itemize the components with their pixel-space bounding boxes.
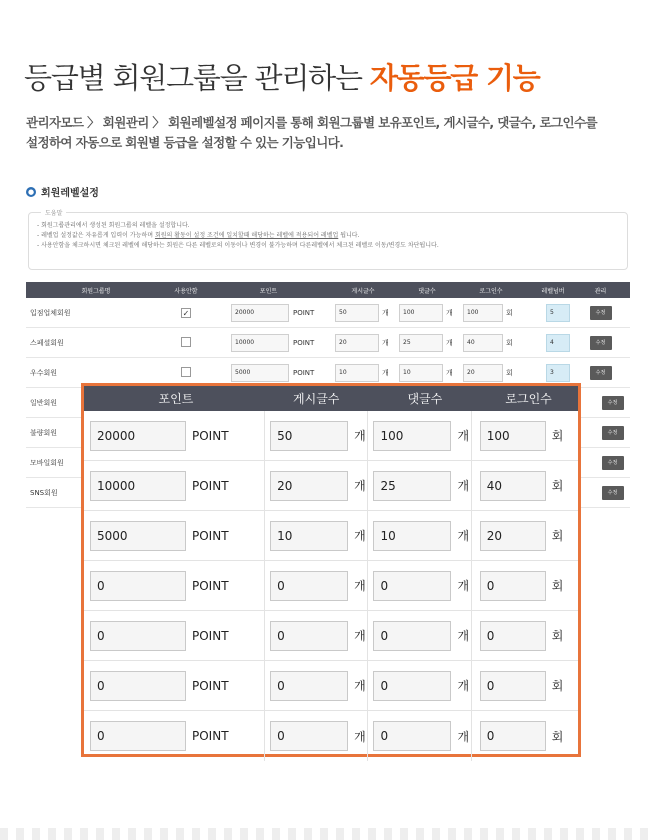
zoom-logins-input[interactable]: 40 bbox=[480, 471, 546, 501]
count-unit: 개 bbox=[354, 529, 366, 543]
zoom-comments-input[interactable]: 0 bbox=[373, 671, 451, 701]
count-unit: 개 bbox=[446, 368, 453, 377]
group-name: 입점업체회원 bbox=[30, 308, 71, 317]
count-unit: 개 bbox=[457, 579, 470, 593]
count-unit: 개 bbox=[382, 368, 389, 377]
login-unit: 회 bbox=[551, 729, 564, 744]
edit-button[interactable]: 수정 bbox=[602, 486, 624, 500]
zoom-col-point: 포인트 bbox=[158, 392, 194, 406]
zoom-posts-input[interactable]: 0 bbox=[270, 571, 348, 601]
edit-button[interactable]: 수정 bbox=[602, 396, 624, 410]
zoom-col-logins: 로그인수 bbox=[505, 392, 552, 406]
page-title bbox=[24, 56, 644, 97]
description-line-1: 관리자모드 〉 회원관리 〉 회원레벨설정 페이지를 통해 회원그룹별 보유포인트, 게시글수, 댓글수, 로그인수를 bbox=[26, 115, 597, 130]
zoom-header bbox=[84, 386, 578, 411]
page-title-highlight: 자동등급 기능 bbox=[369, 61, 540, 95]
page-title-normal: 등급별 회원그룹을 관리하는 bbox=[24, 61, 370, 95]
comments-input[interactable]: 10 bbox=[399, 364, 443, 382]
point-unit: POINT bbox=[192, 729, 229, 743]
help-line-2 bbox=[37, 231, 619, 241]
zoom-point-input[interactable]: 5000 bbox=[90, 521, 186, 551]
zoom-row bbox=[84, 461, 578, 511]
logins-input[interactable]: 20 bbox=[463, 364, 503, 382]
zoom-posts-input[interactable]: 50 bbox=[270, 421, 348, 451]
edit-button[interactable]: 수정 bbox=[590, 336, 612, 350]
help-line-2-c: 됩니다. bbox=[338, 232, 360, 239]
zoom-comments-input[interactable]: 10 bbox=[373, 521, 451, 551]
zoom-posts-input[interactable]: 0 bbox=[270, 671, 348, 701]
page-description bbox=[26, 113, 636, 153]
count-unit: 개 bbox=[457, 679, 470, 693]
point-unit: POINT bbox=[192, 428, 229, 443]
help-line-1: - 회원그룹관리에서 생성된 회원그룹의 레벨을 설정합니다. bbox=[37, 222, 190, 229]
col-logins: 로그인수 bbox=[479, 287, 503, 295]
point-unit: POINT bbox=[293, 338, 315, 347]
zoom-col-comments: 댓글수 bbox=[407, 392, 443, 406]
help-line-2-b: 회원의 활동이 설정 조건에 일치할때 해당하는 레벨에 적용되어 레벨업 bbox=[154, 232, 339, 239]
count-unit: 개 bbox=[457, 729, 470, 744]
zoom-row bbox=[84, 711, 578, 761]
login-unit: 회 bbox=[551, 429, 564, 443]
zoom-posts-input[interactable]: 10 bbox=[270, 521, 348, 551]
col-disable: 사용안함 bbox=[174, 287, 198, 295]
zoomed-settings-panel bbox=[81, 383, 581, 757]
count-unit: 개 bbox=[382, 308, 389, 317]
zoom-comments-input[interactable]: 100 bbox=[373, 421, 451, 451]
zoom-row bbox=[84, 411, 578, 461]
edit-button[interactable]: 수정 bbox=[590, 366, 612, 380]
col-group-name: 회원그룹명 bbox=[81, 287, 111, 295]
login-unit: 회 bbox=[506, 338, 513, 347]
zoom-posts-input[interactable]: 0 bbox=[270, 621, 348, 651]
login-unit: 회 bbox=[551, 529, 564, 543]
posts-input[interactable]: 20 bbox=[335, 334, 379, 352]
group-name: SNS회원 bbox=[30, 488, 58, 497]
count-unit: 개 bbox=[446, 308, 453, 317]
login-unit: 회 bbox=[506, 308, 513, 317]
count-unit: 개 bbox=[457, 629, 470, 643]
section-title bbox=[26, 184, 99, 199]
point-unit: POINT bbox=[293, 368, 315, 377]
point-unit: POINT bbox=[293, 308, 315, 317]
point-input[interactable]: 10000 bbox=[231, 334, 289, 352]
count-unit: 개 bbox=[354, 579, 366, 593]
zoom-logins-input[interactable]: 0 bbox=[480, 721, 546, 751]
point-input[interactable]: 20000 bbox=[231, 304, 289, 322]
count-unit: 개 bbox=[382, 338, 389, 347]
torn-edge-decoration bbox=[0, 828, 650, 840]
group-name: 불량회원 bbox=[30, 428, 58, 437]
zoom-point-input[interactable]: 0 bbox=[90, 671, 186, 701]
group-name: 스페셜회원 bbox=[30, 338, 64, 347]
group-name: 모바일회원 bbox=[30, 458, 64, 467]
login-unit: 회 bbox=[551, 679, 564, 693]
zoom-point-input[interactable]: 10000 bbox=[90, 471, 186, 501]
zoom-logins-input[interactable]: 0 bbox=[480, 671, 546, 701]
zoom-row bbox=[84, 661, 578, 711]
zoom-point-input[interactable]: 0 bbox=[90, 721, 186, 751]
zoom-posts-input[interactable]: 20 bbox=[270, 471, 348, 501]
group-name: 일반회원 bbox=[30, 398, 58, 407]
disable-checkbox[interactable] bbox=[181, 367, 191, 377]
group-name: 우수회원 bbox=[30, 368, 58, 377]
count-unit: 개 bbox=[354, 429, 366, 443]
col-comments: 댓글수 bbox=[418, 287, 436, 295]
posts-input[interactable]: 50 bbox=[335, 304, 379, 322]
section-title-label: 회원레벨설정 bbox=[41, 188, 99, 199]
level-number-input[interactable]: 5 bbox=[546, 304, 570, 322]
help-line-2-a: - 레벨업 설정값은 자유롭게 입력이 가능하며 bbox=[37, 232, 155, 239]
zoom-point-input[interactable]: 0 bbox=[90, 621, 186, 651]
count-unit: 개 bbox=[354, 629, 366, 643]
help-box bbox=[28, 212, 628, 270]
disable-checkbox[interactable]: ✓ bbox=[182, 308, 190, 318]
zoom-logins-input[interactable]: 100 bbox=[480, 421, 546, 451]
zoom-col-posts: 게시글수 bbox=[293, 392, 340, 406]
level-number-input[interactable]: 3 bbox=[546, 364, 570, 382]
table-row bbox=[26, 328, 630, 358]
point-unit: POINT bbox=[192, 678, 229, 693]
point-unit: POINT bbox=[192, 578, 229, 593]
zoom-row bbox=[84, 611, 578, 661]
logins-input[interactable]: 40 bbox=[463, 334, 503, 352]
edit-button[interactable]: 수정 bbox=[590, 306, 612, 320]
zoom-point-input[interactable]: 0 bbox=[90, 571, 186, 601]
point-unit: POINT bbox=[192, 528, 229, 543]
zoom-logins-input[interactable]: 0 bbox=[480, 621, 546, 651]
zoom-row bbox=[84, 561, 578, 611]
zoom-row bbox=[84, 511, 578, 561]
count-unit: 개 bbox=[457, 429, 470, 443]
login-unit: 회 bbox=[551, 629, 564, 643]
point-unit: POINT bbox=[192, 628, 229, 643]
zoom-logins-input[interactable]: 20 bbox=[480, 521, 546, 551]
count-unit: 개 bbox=[354, 679, 366, 693]
logins-input[interactable]: 100 bbox=[463, 304, 503, 322]
point-unit: POINT bbox=[192, 478, 229, 493]
count-unit: 개 bbox=[457, 529, 470, 543]
level-table-header bbox=[26, 282, 630, 298]
count-unit: 개 bbox=[354, 479, 366, 493]
description-line-2: 설정하여 자동으로 회원별 등급을 설정할 수 있는 기능입니다. bbox=[26, 135, 344, 150]
login-unit: 회 bbox=[551, 579, 564, 593]
point-input[interactable]: 5000 bbox=[231, 364, 289, 382]
zoom-point-input[interactable]: 20000 bbox=[90, 421, 186, 451]
comments-input[interactable]: 100 bbox=[399, 304, 443, 322]
level-number-input[interactable]: 4 bbox=[546, 334, 570, 352]
help-line-3: - 사용안함을 체크하시면 체크된 레벨에 해당하는 회원은 다른 레벨로의 이동이나 변경이 불가능하며 다른레벨에서 체크된 레벨로 이동/변경도 차단됩니다. bbox=[37, 242, 439, 249]
posts-input[interactable]: 10 bbox=[335, 364, 379, 382]
zoom-comments-input[interactable]: 25 bbox=[373, 471, 451, 501]
edit-button[interactable]: 수정 bbox=[602, 456, 624, 470]
zoom-comments-input[interactable]: 0 bbox=[373, 621, 451, 651]
count-unit: 개 bbox=[446, 338, 453, 347]
table-row bbox=[26, 298, 630, 328]
help-title: 도움말 bbox=[41, 209, 66, 219]
col-manage: 관리 bbox=[594, 287, 607, 295]
disable-checkbox[interactable] bbox=[181, 337, 191, 347]
comments-input[interactable]: 25 bbox=[399, 334, 443, 352]
login-unit: 회 bbox=[506, 368, 513, 377]
count-unit: 개 bbox=[354, 729, 366, 744]
zoom-posts-input[interactable]: 0 bbox=[270, 721, 348, 751]
col-posts: 게시글수 bbox=[351, 287, 375, 295]
login-unit: 회 bbox=[551, 479, 564, 493]
col-level: 레벨넘버 bbox=[541, 287, 565, 295]
section-bullet-icon: ● bbox=[27, 187, 35, 196]
zoom-comments-input[interactable]: 0 bbox=[373, 571, 451, 601]
zoom-comments-input[interactable]: 0 bbox=[373, 721, 451, 751]
zoom-logins-input[interactable]: 0 bbox=[480, 571, 546, 601]
col-point: 포인트 bbox=[259, 287, 278, 295]
count-unit: 개 bbox=[457, 479, 470, 493]
edit-button[interactable]: 수정 bbox=[602, 426, 624, 440]
